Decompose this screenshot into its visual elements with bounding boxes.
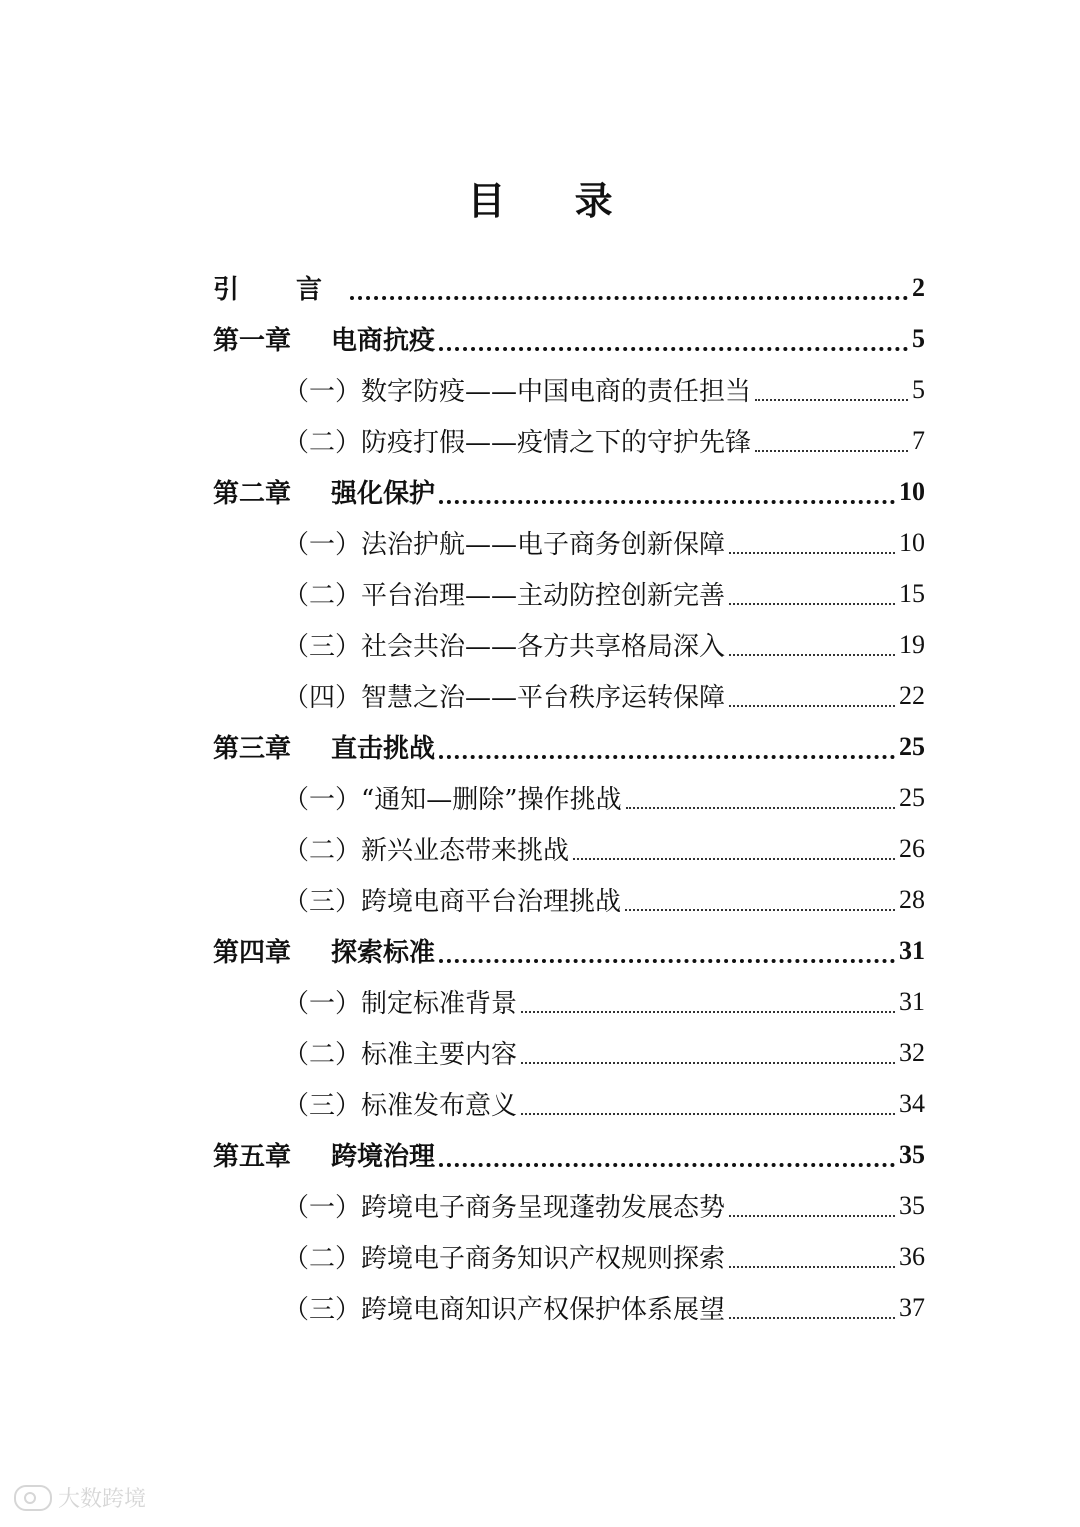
- section-title: [283, 881, 621, 918]
- dot-leader: [521, 1062, 895, 1064]
- page-number: 19: [899, 629, 925, 659]
- chapter-title: [213, 932, 435, 969]
- dot-leader: [439, 755, 895, 759]
- dot-leader: [729, 705, 895, 707]
- entry-label: （三）跨境电商知识产权保护体系展望: [283, 1295, 726, 1325]
- page-number: 25: [899, 782, 925, 812]
- toc-chapter-entry[interactable]: [213, 313, 925, 364]
- entry-label: （二）防疫打假——疫情之下的守护先锋: [283, 428, 752, 458]
- chapter-title: [213, 320, 435, 357]
- watermark: [14, 1482, 146, 1513]
- entry-label: 直击挑战: [331, 734, 436, 764]
- section-title: [283, 830, 569, 867]
- page-number: 31: [899, 986, 925, 1016]
- chapter-title: [213, 728, 435, 765]
- entry-label: （二）平台治理——主动防控创新完善: [283, 581, 726, 611]
- toc-section-entry[interactable]: [213, 517, 925, 568]
- entry-label: 探索标准: [331, 938, 436, 968]
- section-title: [283, 422, 751, 459]
- toc-section-entry[interactable]: [213, 1231, 925, 1282]
- chapter-title: [213, 1136, 435, 1173]
- dot-leader: [729, 1215, 895, 1217]
- dot-leader: [439, 1163, 895, 1167]
- section-title: [283, 1238, 725, 1275]
- toc-section-entry[interactable]: [213, 619, 925, 670]
- toc-section-entry[interactable]: [213, 415, 925, 466]
- entry-label: （二）跨境电子商务知识产权规则探索: [283, 1244, 726, 1274]
- dot-leader: [625, 909, 895, 911]
- dot-leader: [755, 450, 908, 452]
- entry-label: （二）标准主要内容: [283, 1040, 518, 1070]
- entry-label: （四）智慧之治——平台秩序运转保障: [283, 683, 726, 713]
- section-title: [283, 677, 725, 714]
- page-number: 2: [912, 272, 925, 302]
- toc-section-entry[interactable]: [213, 976, 925, 1027]
- dot-leader: [573, 858, 895, 860]
- dot-leader: [521, 1113, 895, 1115]
- dot-leader: [755, 399, 908, 401]
- toc-chapter-entry[interactable]: [213, 262, 925, 313]
- entry-label: （一）制定标准背景: [283, 989, 518, 1019]
- toc-chapter-entry[interactable]: [213, 721, 925, 772]
- table-of-contents: [213, 262, 925, 1333]
- page-number: 15: [899, 578, 925, 608]
- page-number: 34: [899, 1088, 925, 1118]
- page-number: 35: [899, 1139, 925, 1169]
- toc-section-entry[interactable]: [213, 772, 925, 823]
- section-title: [283, 626, 725, 663]
- entry-label: 引 言: [213, 275, 347, 305]
- entry-label: （一）法治护航——电子商务创新保障: [283, 530, 726, 560]
- dot-leader: [350, 296, 908, 300]
- dot-leader: [439, 347, 908, 351]
- toc-section-entry[interactable]: [213, 1282, 925, 1333]
- dot-leader: [521, 1011, 895, 1013]
- entry-label: 强化保护: [331, 479, 436, 509]
- toc-section-entry[interactable]: [213, 364, 925, 415]
- entry-label: （三）跨境电商平台治理挑战: [283, 887, 622, 917]
- page-number: 5: [912, 323, 925, 353]
- watermark-text: 大数跨境: [58, 1487, 147, 1512]
- page-number: 36: [899, 1241, 925, 1271]
- page-number: 10: [899, 527, 925, 557]
- toc-section-entry[interactable]: [213, 874, 925, 925]
- page-number: 32: [899, 1037, 925, 1067]
- section-title: [283, 1034, 517, 1071]
- chapter-number: 第一章: [213, 326, 292, 356]
- toc-section-entry[interactable]: [213, 1180, 925, 1231]
- toc-chapter-entry[interactable]: [213, 925, 925, 976]
- section-title: [283, 1085, 517, 1122]
- dot-leader: [439, 500, 895, 504]
- entry-label: （二）新兴业态带来挑战: [283, 836, 570, 866]
- section-title: [283, 983, 517, 1020]
- entry-label: 跨境治理: [331, 1142, 436, 1172]
- entry-label: 电商抗疫: [331, 326, 436, 356]
- section-title: [283, 1187, 725, 1224]
- entry-label: （一）数字防疫——中国电商的责任担当: [283, 377, 752, 407]
- page-number: 5: [912, 374, 925, 404]
- page-number: 25: [899, 731, 925, 761]
- dot-leader: [729, 603, 895, 605]
- toc-section-entry[interactable]: [213, 1027, 925, 1078]
- dot-leader: [626, 807, 895, 809]
- page-number: 28: [899, 884, 925, 914]
- dot-leader: [439, 959, 895, 963]
- page-number: 31: [899, 935, 925, 965]
- dot-leader: [729, 654, 895, 656]
- page-number: 37: [899, 1292, 925, 1322]
- weibo-logo-icon: [14, 1485, 52, 1511]
- chapter-title: [213, 473, 435, 510]
- page-number: 22: [899, 680, 925, 710]
- page-number: 26: [899, 833, 925, 863]
- section-title: [283, 524, 725, 561]
- page-number: 35: [899, 1190, 925, 1220]
- toc-section-entry[interactable]: [213, 823, 925, 874]
- entry-label: （三）社会共治——各方共享格局深入: [283, 632, 726, 662]
- toc-section-entry[interactable]: [213, 670, 925, 721]
- chapter-number: 第二章: [213, 479, 292, 509]
- dot-leader: [729, 552, 895, 554]
- section-title: [283, 575, 725, 612]
- chapter-number: 第五章: [213, 1142, 292, 1172]
- dot-leader: [729, 1317, 895, 1319]
- chapter-number: 第三章: [213, 734, 292, 764]
- section-title: [283, 371, 751, 408]
- page-title: 目 录: [467, 178, 641, 223]
- chapter-number: 第四章: [213, 938, 292, 968]
- toc-chapter-entry[interactable]: [213, 466, 925, 517]
- toc-section-entry[interactable]: [213, 1078, 925, 1129]
- entry-label: （三）标准发布意义: [283, 1091, 518, 1121]
- entry-label: （一）跨境电子商务呈现蓬勃发展态势: [283, 1193, 726, 1223]
- chapter-title: [213, 269, 346, 306]
- toc-section-entry[interactable]: [213, 568, 925, 619]
- entry-label: （一）“通知—删除”操作挑战: [283, 785, 622, 815]
- toc-chapter-entry[interactable]: [213, 1129, 925, 1180]
- section-title: [283, 1289, 725, 1326]
- section-title: [283, 779, 622, 816]
- page-number: 7: [912, 425, 925, 455]
- dot-leader: [729, 1266, 895, 1268]
- page-number: 10: [899, 476, 925, 506]
